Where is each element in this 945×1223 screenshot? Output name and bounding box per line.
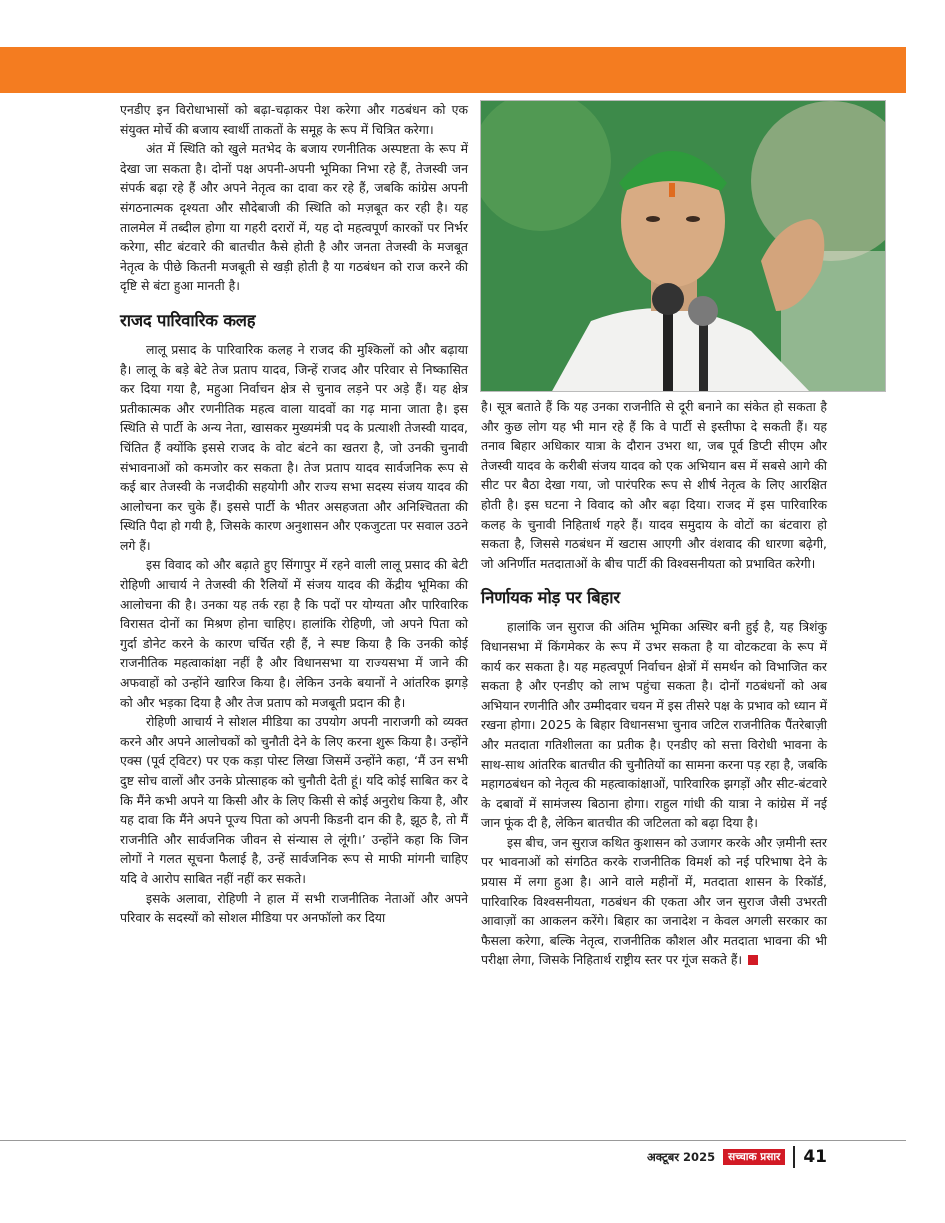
page-footer xyxy=(647,1146,827,1168)
footer-divider xyxy=(0,1140,906,1141)
paragraph xyxy=(481,833,827,970)
paragraph: इसके अलावा, रोहिणी ने हाल में सभी राजनीतिक नेताओं और अपने परिवार के सदस्यों को सोशल मीडिया पर अनफॉलो कर दिया xyxy=(120,890,468,926)
paragraph: लालू प्रसाद के पारिवारिक कलह ने राजद की मुश्किलों को और बढ़ाया है। लालू के बड़े बेटे तेज प्रताप यादव, जिन्हें राजद और परिवार से निष्कासित कर दिया गया है, महुआ निर्वाचन क्षेत्र से चुनाव लड़ने पर अड़े हैं। यह क्षेत्र प्रतीकात्मक और रणनीतिक महत्व वाला यादवों का गढ़ माना जाता है। इस स्थिति से पार्टी के अन्य नेता, खासकर मुख्यमंत्री पद के प्रत्याशी तेजस्वी यादव, चिंतित हैं क्योंकि इससे राजद के वोट बंटने का खतरा है, जो उनकी चुनावी संभावनाओं को कमजोर कर सकता है। तेज प्रताप यादव सार्वजनिक रूप से कई बार तेजस्वी के नजदीकी सहयोगी और राज्य सभा सदस्य संजय यादव की आलोचना कर चुके हैं। इससे पार्टी के भीतर असहजता और अनिश्चितता की स्थिति पैदा हो गयी है, जिसके कारण अनुशासन और एकजुटता पर सवाल उठने लगे हैं। xyxy=(120,341,468,553)
speaker-photo-illustration xyxy=(481,101,886,392)
section-heading: राजद पारिवारिक कलह xyxy=(120,310,256,330)
top-color-band xyxy=(0,47,906,93)
paragraph: अंत में स्थिति को खुले मतभेद के बजाय रणनीतिक अस्पष्टता के रूप में देखा जा सकता है। दोनों पक्ष अपनी-अपनी भूमिका निभा रहे हैं, तेजस्वी जन संपर्क बढ़ा रहे हैं और अपने नेतृत्व का दावा कर रहे हैं, जबकि कांग्रेस अपनी संगठनात्मक दृश्यता और सौदेबाजी की स्थिति को मज़बूत कर रही है। यह तालमेल में तब्दील होगा या गहरी दरारों में, यह दो महत्वपूर्ण कारकों पर निर्भर करेगा, सीट बंटवारे की बातचीत कैसे होती है और जनता तेजस्वी के मजबूत नेतृत्व के पीछे कितनी मजबूती से खड़ी होती है या गठबंधन को राज करने की दृष्टि से बंटा हुआ मानती है। xyxy=(120,141,468,294)
paragraph: है। सूत्र बताते हैं कि यह उनका राजनीति से दूरी बनाने का संकेत हो सकता है और कुछ लोग यह भी मान रहे हैं कि वे पार्टी से इस्तीफा दे सकती हैं। यह तनाव बिहार अधिकार यात्रा के दौरान उभरा था, जब पूर्व डिप्टी सीएम और तेजस्वी यादव के करीबी संजय यादव को एक अभियान बस में सबसे आगे की सीट पर बैठा देखा गया, जो पारंपरिक रूप से शीर्ष नेतृत्व के लिए आरक्षित होती है। इस घटना ने विवाद को और बढ़ा दिया। राजद में इस पारिवारिक कलह के चुनावी निहितार्थ गहरे हैं। यादव समुदाय के वोटों का बंटवारा हो सकता है, जिससे गठबंधन में खटास आएगी और वंशवाद की धारणा बढ़ेगी, जो अनिर्णीत मतदाताओं के बीच पार्टी की विश्वसनीयता को प्रभावित करेगी। xyxy=(481,399,827,571)
paragraph: एनडीए इन विरोधाभासों को बढ़ा-चढ़ाकर पेश करेगा और गठबंधन को एक संयुक्त मोर्चे की बजाय स्वार्थी ताकतों के समूह के रूप में चित्रित करेगा। xyxy=(120,102,468,137)
footer-separator xyxy=(793,1146,795,1168)
paragraph: इस विवाद को और बढ़ाते हुए सिंगापुर में रहने वाली लालू प्रसाद की बेटी रोहिणी आचार्य ने तेजस्वी की रैलियों में संजय यादव की केंद्रीय भूमिका की आलोचना की है। उनका यह तर्क रहा है कि पदों पर योग्यता और पारिवारिक विरासत दोनों का मिश्रण होना चाहिए। हालांकि रोहिणी, जो अपने पिता को गुर्दा डोनेट करने के कारण चर्चित रही हैं, ने स्पष्ट किया है कि उनकी कोई राजनीतिक महत्वाकांक्षा नहीं है और विधानसभा या राज्यसभा में जाने की अफवाहों को उन्होंने खारिज किया है। लेकिन उनके बयानों ने आंतरिक झगड़े को और भड़का दिया है और तेज प्रताप को मजबूती प्रदान की है। xyxy=(120,557,468,710)
issue-date: अक्टूबर 2025 xyxy=(646,1149,716,1164)
paragraph-text: इस बीच, जन सुराज कथित कुशासन को उजागर करके और ज़मीनी स्तर पर भावनाओं को संगठित करके राजनीतिक विमर्श को नई परिभाषा देने के प्रयास में लगा हुआ है। आने वाले महीनों में, मतदाता शासन के रिकॉर्ड, पारिवारिक विश्वसनीयता, गठबंधन की एकता और जन सुराज जैसी उभरती आवाज़ों का आकलन करेंगे। बिहार का जनादेश न केवल अगली सरकार का फैसला करेगा, बल्कि नेतृत्व, राजनीतिक कौशल और मतदाता भावना की भी परीक्षा लेगा, जिसके निहितार्थ राष्ट्रीय स्तर पर गूंज सकते हैं। xyxy=(481,834,827,968)
article-photo xyxy=(480,100,886,392)
section-heading: निर्णायक मोड़ पर बिहार xyxy=(481,588,620,608)
end-of-article-mark xyxy=(748,955,758,965)
paragraph: रोहिणी आचार्य ने सोशल मीडिया का उपयोग अपनी नाराजगी को व्यक्त करने और अपने आलोचकों को चुनौती देने के लिए करना शुरू किया है। उन्होंने एक्स (पूर्व ट्विटर) पर एक कड़ा पोस्ट लिखा जिसमें उन्होंने कहा, ‘मैं उन सभी दुष्ट सोच वालों और उनके प्रोत्साहक को चुनौती देती हूं। यदि कोई साबित कर दे कि मैंने कभी अपने या किसी और के लिए किसी से कोई अनुरोध किया है, और यह दावा कि मैंने अपने पूज्य पिता को अपनी किडनी दान की है, झूठ है, तो मैं राजनीति और सार्वजनिक जीवन से संन्यास ले लूंगी।’ उन्होंने कहा कि जिन लोगों ने गलत सूचना फैलाई है, उन्हें सार्वजनिक रूप से माफी मांगनी चाहिए यदि वे आरोप साबित नहीं नहीं कर सकते। xyxy=(120,714,468,886)
paragraph: हालांकि जन सुराज की अंतिम भूमिका अस्थिर बनी हुई है, यह त्रिशंकु विधानसभा में किंगमेकर के रूप में उभर सकता है या वोटकटवा के रूप में कार्य कर सकता है। यह महत्वपूर्ण निर्वाचन क्षेत्रों में समर्थन को विभाजित कर सकता है और एनडीए को लाभ पहुंचा सकता है। दोनों गठबंधनों को अब अभियान रणनीति और उम्मीदवार चयन में इस तीसरे पक्ष के प्रभाव को ध्यान में रखना होगा। 2025 के बिहार विधानसभा चुनाव जटिल राजनीतिक पैंतरेबाज़ी और मतदाता गतिशीलता का प्रतीक है। एनडीए को सत्ता विरोधी भावना के साथ-साथ आंतरिक बातचीत की चुनौतियों का सामना करना पड़ रहा है, जबकि महागठबंधन को नेतृत्व की महत्वाकांक्षाओं, पारिवारिक झगड़ों और सीट-बंटवारे के दबावों में सामंजस्य बिठाना होगा। राहुल गांधी की यात्रा ने कांग्रेस में नई जान फूंक दी है, लेकिन बातचीत की जटिलता को बढ़ा दिया है। xyxy=(481,619,827,831)
right-column xyxy=(481,397,827,970)
magazine-logo: सच्चाक प्रसार xyxy=(723,1149,785,1165)
page-number: 41 xyxy=(803,1147,827,1167)
left-column xyxy=(120,100,468,928)
